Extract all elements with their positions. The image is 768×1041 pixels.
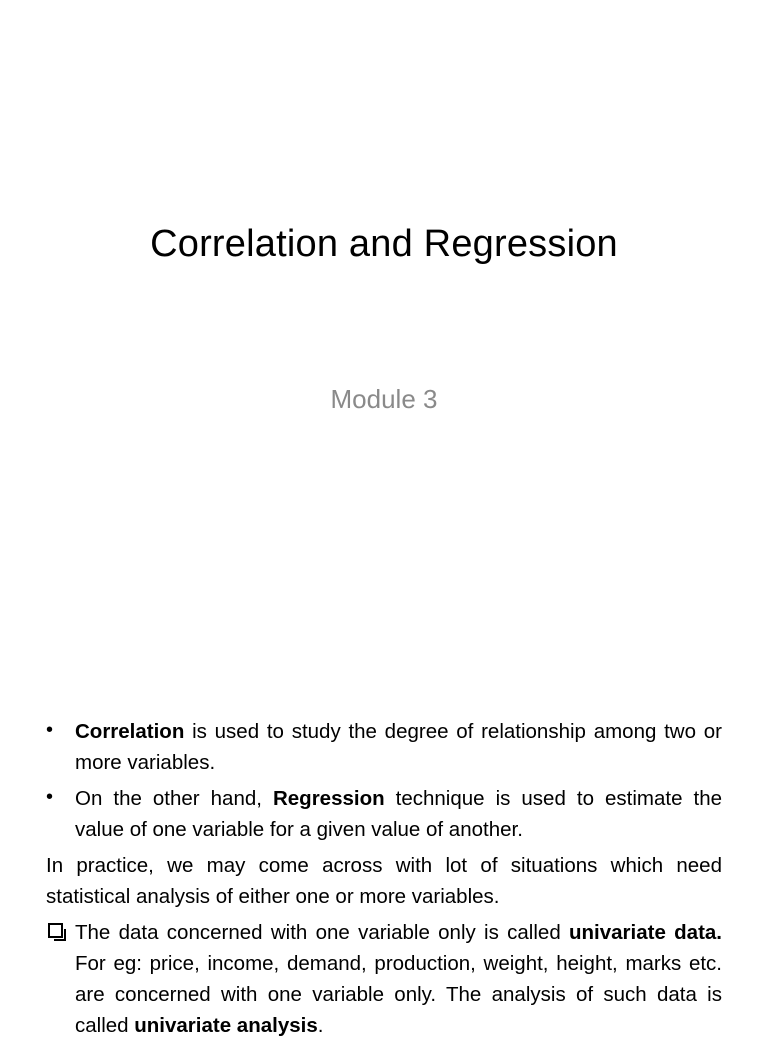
slide-subtitle: Module 3 [330,384,438,414]
content-slide [0,576,768,1037]
box-item-univariate [46,917,722,1041]
paragraph-practice: In practice, we may come across with lot of situations which need statistical analysis of either one or more variables. [46,854,722,908]
slide-title: Correlation and Regression [150,223,618,265]
bullet-text: technique is used to estimate the value of one variable for a given value of another. [75,787,722,841]
box-item-middle: For eg: price, income, demand, production, weight, height, marks etc. are concerned with one variable only. The analysis of such data is called [75,952,722,1037]
term-correlation: Correlation [75,720,185,743]
term-univariate-analysis: univariate analysis [134,1014,318,1037]
bullet-dot-icon: • [46,719,54,741]
bullet-dot-icon: • [46,786,54,808]
term-regression: Regression [272,787,385,810]
slide-body [46,716,722,1041]
term-univariate-data: univariate data. [569,921,722,944]
bullet-text: is used to study the degree of relationship among two or more variables. [75,720,722,774]
box-item-suffix: . [317,1014,324,1037]
bullet-correlation [46,716,722,778]
bullet-regression [46,783,722,845]
box-item-prefix: The data concerned with one variable only is called [75,921,570,944]
checkbox-bullet-icon [48,923,63,938]
bullet-prefix: On the other hand, [75,787,273,810]
